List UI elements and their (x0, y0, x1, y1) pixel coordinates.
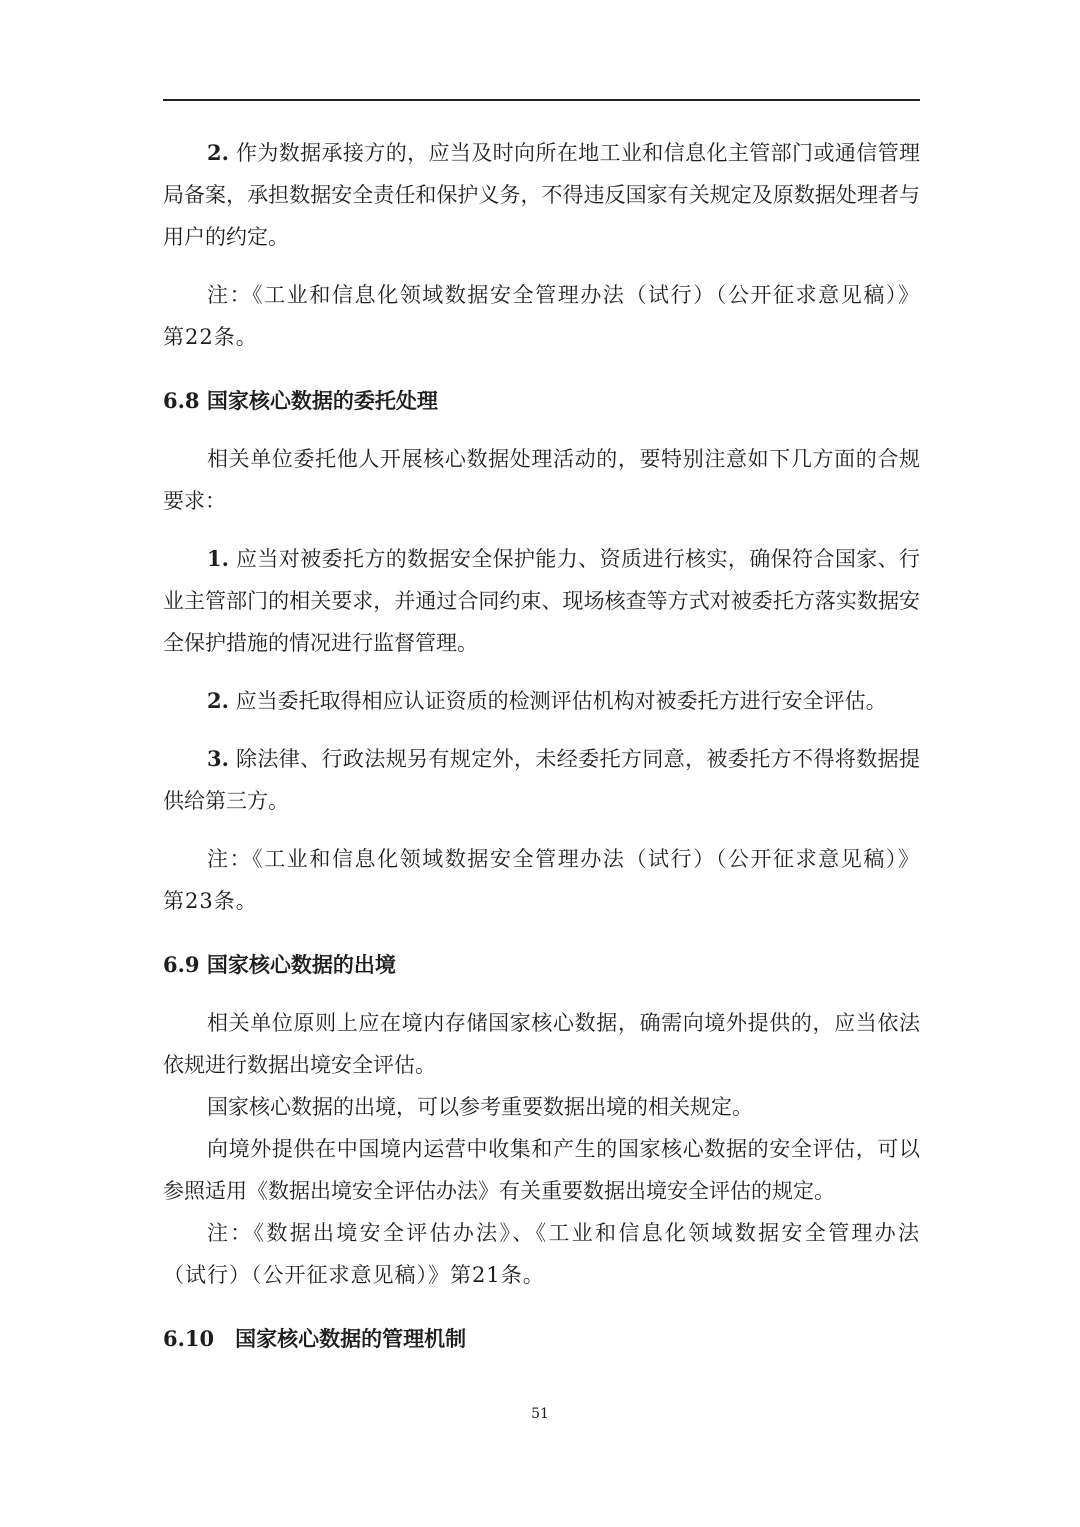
list-item-3 (163, 738, 920, 822)
item-text: 除法律、行政法规另有规定外，未经委托方同意，被委托方不得将数据提供给第三方。 (163, 747, 920, 813)
paragraph-filing (163, 132, 920, 258)
item-number: 2. (207, 688, 229, 713)
paragraph-entrust-intro: 相关单位委托他人开展核心数据处理活动的，要特别注意如下几方面的合规要求： (163, 447, 920, 513)
section-heading-6-10: 6.10 国家核心数据的管理机制 (163, 1326, 467, 1351)
section-heading-6-9: 6.9 国家核心数据的出境 (163, 952, 396, 977)
list-item-1 (163, 538, 920, 664)
paragraph-assessment: 向境外提供在中国境内运营中收集和产生的国家核心数据的安全评估，可以参照适用《数据出境安全评估办法》有关重要数据出境安全评估的规定。 (163, 1137, 920, 1203)
document-body (163, 132, 920, 1360)
item-text: 应当对被委托方的数据安全保护能力、资质进行核实，确保符合国家、行业主管部门的相关要求，并通过合同约束、现场核查等方式对被委托方落实数据安全保护措施的情况进行监督管理。 (163, 547, 920, 655)
item-number: 2. (207, 140, 229, 165)
item-number: 3. (207, 746, 229, 771)
item-number: 1. (207, 546, 229, 571)
paragraph-reference: 国家核心数据的出境，可以参考重要数据出境的相关规定。 (207, 1095, 753, 1119)
paragraph-storage: 相关单位原则上应在境内存储国家核心数据，确需向境外提供的，应当依法依规进行数据出境安全评估。 (163, 1011, 920, 1077)
page-number: 51 (531, 1406, 549, 1422)
item-text: 应当委托取得相应认证资质的检测评估机构对被委托方进行安全评估。 (235, 689, 887, 713)
note-article-21: 注：《数据出境安全评估办法》、《工业和信息化领域数据安全管理办法（试行）（公开征求意见稿）》第21条。 (163, 1221, 920, 1287)
note-article-22: 注：《工业和信息化领域数据安全管理办法（试行）（公开征求意见稿）》第22条。 (163, 283, 920, 349)
note-article-23: 注：《工业和信息化领域数据安全管理办法（试行）（公开征求意见稿）》第23条。 (163, 847, 920, 913)
header-rule (163, 99, 920, 101)
section-heading-6-8: 6.8 国家核心数据的委托处理 (163, 388, 438, 413)
list-item-2 (163, 680, 920, 722)
item-text: 作为数据承接方的，应当及时向所在地工业和信息化主管部门或通信管理局备案，承担数据安全责任和保护义务，不得违反国家有关规定及原数据处理者与用户的约定。 (163, 141, 920, 249)
